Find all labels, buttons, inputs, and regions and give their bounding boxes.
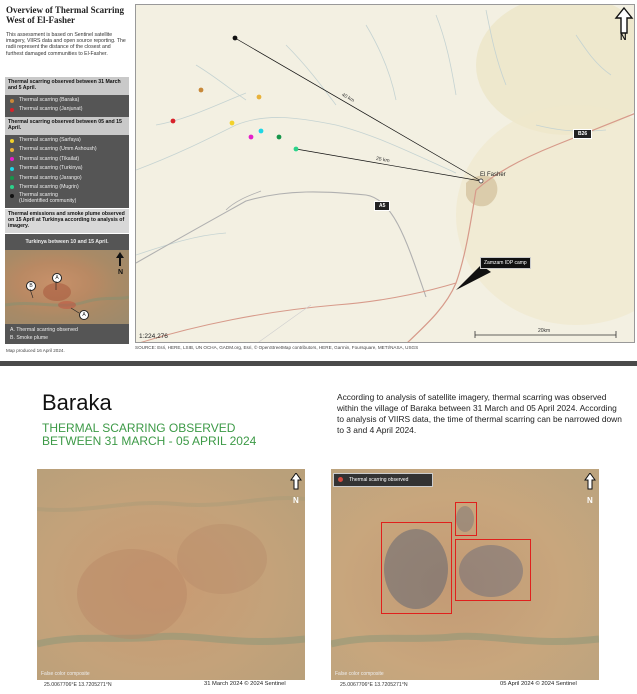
legend-item-unidentified-2 <box>5 198 129 204</box>
legend-item-label: Thermal scarring (Sarfaya) <box>19 137 81 143</box>
scarring-highlight-box <box>455 539 531 601</box>
legend-title <box>6 5 124 25</box>
map-source: SOURCE: Esri, HERE, LSIB, UN OCHA, GADM.org, Esri, © OpenStreetMap contributors, HERE, Garmin, Foursquare, METI/NASA, USGS <box>135 345 419 350</box>
legend-title-line2: West of El-Fasher <box>6 15 75 25</box>
north-label: N <box>587 496 593 505</box>
page-divider <box>0 361 637 366</box>
inset-north-label: N <box>118 269 124 276</box>
thermal-point-unidentified[interactable] <box>233 36 238 41</box>
legend-item-jarango <box>5 174 129 183</box>
sarfaya-dot-icon <box>10 139 14 143</box>
section-subtitle <box>42 422 322 448</box>
thermal-point-turkinya[interactable] <box>259 129 264 134</box>
scarring-highlight-box <box>455 502 477 536</box>
legend-item-label: Thermal scarring (Mugrin) <box>19 183 79 190</box>
mugrin-dot-icon <box>10 185 14 189</box>
baraka-dot-icon <box>10 99 14 103</box>
legend-item-label: Thermal scarring (Baraka) <box>19 97 80 103</box>
thermal-point-umm-ashoush[interactable] <box>257 95 262 100</box>
legend-item-janjunat <box>5 105 129 114</box>
thermal-points-layer <box>136 5 635 343</box>
plume-header: Thermal emissions and smoke plume observed on 15 April at Turkinya according to analysis of imagery. <box>5 209 129 233</box>
inset-legend <box>5 324 129 344</box>
turkinya-inset-map <box>5 250 129 324</box>
overview-map[interactable] <box>135 4 635 343</box>
thermal-point-baraka[interactable] <box>199 88 204 93</box>
north-arrow-icon <box>290 473 302 495</box>
radius-near-label: 25 km <box>375 155 391 165</box>
section-title: Baraka <box>42 390 112 415</box>
scale-bar-label: 20km <box>538 328 551 334</box>
image-caption: False color composite <box>335 671 384 677</box>
tikailat-dot-icon <box>10 157 14 161</box>
north-label: N <box>293 496 299 505</box>
umm-ashoush-dot-icon <box>10 148 14 152</box>
thermal-legend-label: Thermal scarring observed <box>349 477 409 483</box>
north-label: N <box>620 32 627 42</box>
thermal-dot-icon <box>338 477 343 482</box>
inset-marker-a: A <box>79 310 89 320</box>
legend-item-mugrin <box>5 183 129 192</box>
city-label[interactable]: El Fasher <box>480 172 506 178</box>
thermal-point-tikailat[interactable] <box>249 135 254 140</box>
legend-item-sarfaya <box>5 136 129 145</box>
inset-title: Turkinya between 10 and 15 April. <box>5 234 129 250</box>
turkinya-dot-icon <box>10 167 14 171</box>
janjunat-dot-icon <box>10 108 14 112</box>
radius-far-label: 40 km <box>340 91 356 105</box>
legend-title-line1: Overview of Thermal Scarring <box>6 5 125 15</box>
thermal-point-mugrin[interactable] <box>294 147 299 152</box>
legend-item-label: Thermal scarring (Jarango) <box>19 174 82 181</box>
legend-item-baraka <box>5 96 129 105</box>
legend-item-label: Thermal scarring (Janjunat) <box>19 106 83 113</box>
scarring-highlight-box <box>381 522 452 614</box>
inset-legend-b: B. Smoke plume <box>10 335 49 341</box>
image-coords: 25.0067706°E 13.7205271°N <box>340 682 408 688</box>
inset-marker-a: A <box>52 273 62 283</box>
legend-item-label: Thermal scarring (Turkinya) <box>19 165 83 172</box>
thermal-point-janjunat[interactable] <box>171 119 176 124</box>
group1-header: Thermal scarring observed between 31 March and 5 April. <box>5 77 129 95</box>
road-shield-a5: A5 <box>374 201 390 211</box>
group2-panel <box>5 135 129 208</box>
inset-legend-a: A. Thermal scarring observed <box>10 327 78 333</box>
image-date: 31 March 2024 © 2024 Sentinel <box>204 681 286 687</box>
inset-leader-lines <box>5 250 129 324</box>
legend-item-label: Thermal scarring <box>19 192 58 199</box>
thermal-legend-box <box>333 473 433 487</box>
group1-panel <box>5 95 129 117</box>
subtitle-line1: THERMAL SCARRING OBSERVED <box>42 421 236 435</box>
road-shield-b26: B26 <box>573 129 592 139</box>
satellite-image-before[interactable] <box>37 469 305 680</box>
legend-item-tikailat <box>5 155 129 164</box>
section-body: According to analysis of satellite imagery, thermal scarring was observed within the village of Baraka between 31 March and 05 April 2024. According to analysis of VIIRS data, the time of thermal scarring can be narrowed down to 3 and 4 April 2024. <box>337 392 622 435</box>
legend-description: This assessment is based on Sentinel satellite imagery, VIIRS data and open source reporting. The radii represent the distance of the closest and furthest damaged communities to El-Fasher. <box>6 32 126 57</box>
jarango-dot-icon <box>10 176 14 180</box>
satellite-terrain <box>37 469 305 680</box>
thermal-point-jarango[interactable] <box>277 135 282 140</box>
map-produced-note: Map produced 16 April 2024. <box>6 348 65 353</box>
legend-item-label: Thermal scarring (Umm Ashoush) <box>19 146 97 153</box>
legend-item-turkinya <box>5 164 129 173</box>
unidentified-dot-icon <box>10 194 14 198</box>
inset-marker-b: B <box>26 281 36 291</box>
camp-label[interactable]: Zamzam IDP camp <box>480 257 531 269</box>
group2-header: Thermal scarring observed between 05 and 15 April. <box>5 117 129 135</box>
north-arrow-icon <box>584 473 596 495</box>
legend-item-umm-ashoush <box>5 145 129 154</box>
image-caption: False color composite <box>41 671 90 677</box>
legend-item-label: Thermal scarring (Tikailat) <box>19 155 80 162</box>
image-date: 05 April 2024 © 2024 Sentinel <box>500 681 577 687</box>
satellite-image-after[interactable] <box>331 469 599 680</box>
subtitle-line2: BETWEEN 31 MARCH - 05 APRIL 2024 <box>42 434 257 448</box>
legend-item-label: (Unidentified community) <box>19 198 77 205</box>
image-coords: 25.0067706°E 13.7205271°N <box>44 682 112 688</box>
thermal-point-sarfaya[interactable] <box>230 121 235 126</box>
scale-ratio: 1:224,276 <box>139 333 168 340</box>
